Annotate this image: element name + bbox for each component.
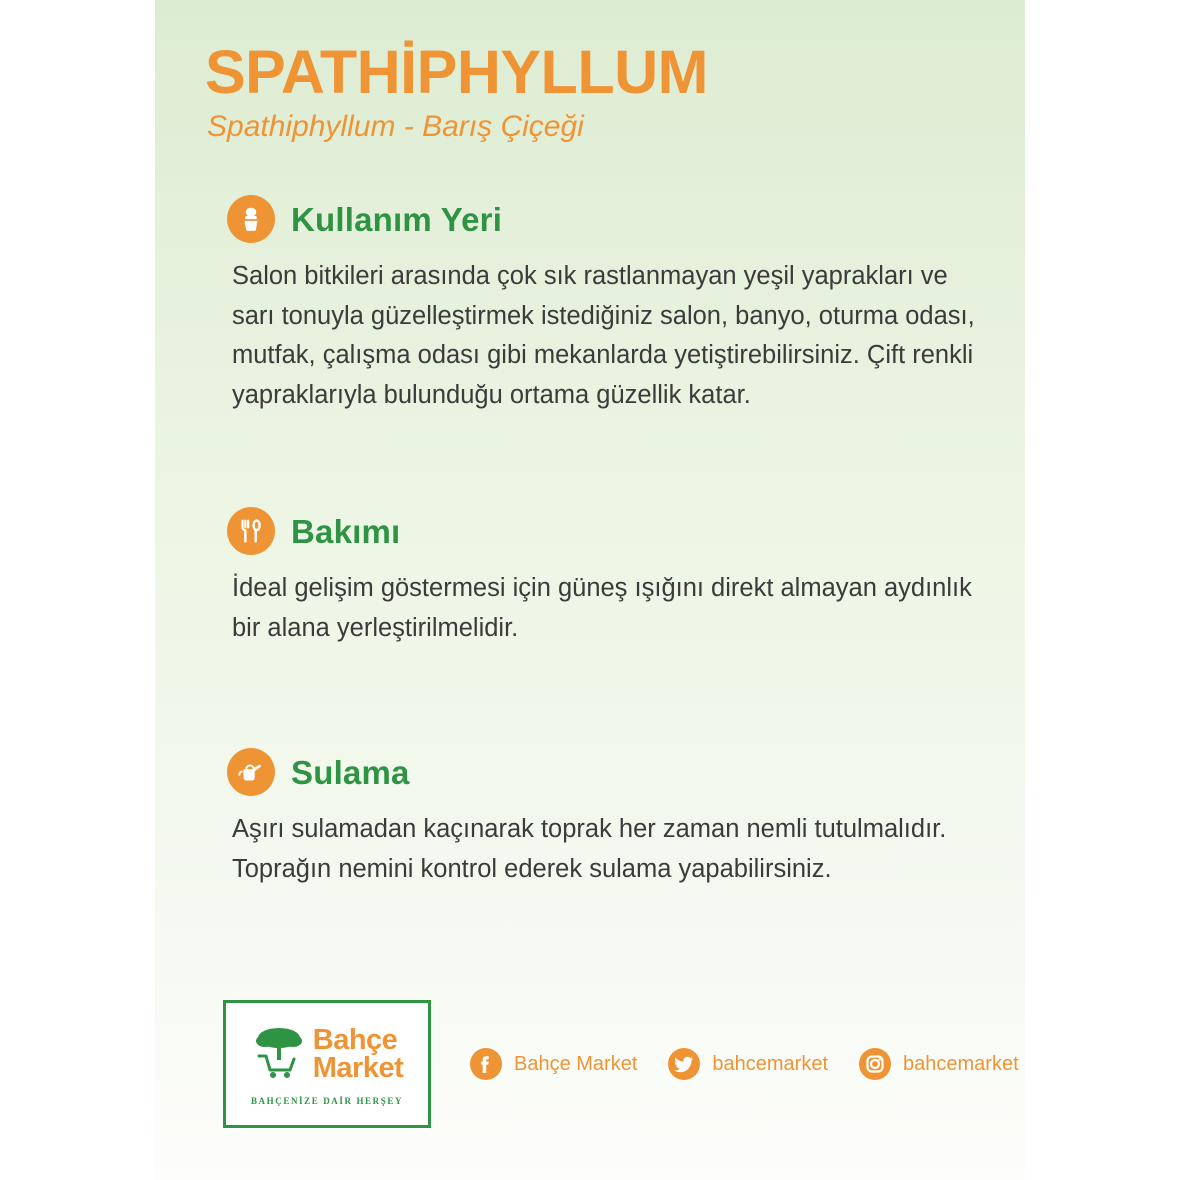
section-spacer [227, 648, 985, 748]
poster-footer [155, 1000, 1025, 1128]
plant-info-poster [155, 0, 1025, 1180]
section-header [227, 195, 985, 243]
social-link-facebook[interactable] [469, 1047, 637, 1081]
social-handle[interactable]: bahcemarket [903, 1052, 1019, 1075]
logo-wordmark [312, 1023, 404, 1084]
section-body: Aşırı sulamadan kaçınarak toprak her zaman nemli tutulmalıdır. Toprağın nemini kontrol ederek sulama yapabilirsiniz. [232, 815, 947, 883]
potted-plant-icon [227, 195, 275, 243]
social-links [469, 1047, 1019, 1081]
section-title: Bakımı [291, 512, 401, 550]
logo-word-market: Market [312, 1051, 404, 1084]
logo-tagline: BAHÇENİZE DAİR HERŞEY [250, 1096, 404, 1106]
section-header [227, 507, 985, 555]
sections-container [155, 195, 1025, 889]
section-sulama [227, 748, 985, 889]
section-body: İdeal gelişim göstermesi için güneş ışığını direkt almayan aydınlık bir alana yerleştirilmelidir. [232, 574, 972, 642]
social-link-twitter[interactable] [667, 1047, 828, 1081]
facebook-icon[interactable] [469, 1047, 503, 1081]
instagram-icon[interactable] [858, 1047, 892, 1081]
social-handle[interactable]: bahcemarket [712, 1052, 829, 1075]
page-subtitle: Spathiphyllum - Barış Çiçeği [207, 110, 584, 144]
watering-can-icon [227, 748, 275, 796]
section-body: Salon bitkileri arasında çok sık rastlanmayan yeşil yaprakları ve sarı tonuyla güzelleştirmek istediğiniz salon, banyo, oturma odası, mutfak, çalışma odası gibi mekanlarda yetiştirebilirsiniz. Çift renkli yapraklarıyla bulunduğu ortama güzellik katar. [232, 262, 975, 409]
section-header [227, 748, 985, 796]
logo-word-bahce: Bahçe [312, 1023, 398, 1056]
section-title: Sulama [291, 753, 410, 791]
poster-header [155, 0, 1025, 143]
page-title: SPATHİPHYLLUM [205, 38, 708, 106]
section-spacer [227, 415, 985, 507]
section-title: Kullanım Yeri [291, 200, 503, 238]
section-kullanim-yeri [227, 195, 985, 415]
fork-and-spoon-icon [227, 507, 275, 555]
brand-logo [223, 1000, 431, 1128]
logo-row [251, 1022, 404, 1087]
social-link-instagram[interactable] [858, 1047, 1019, 1081]
section-bakimi [227, 507, 985, 648]
tree-and-cart-icon [251, 1022, 307, 1087]
twitter-icon[interactable] [667, 1047, 701, 1081]
social-handle[interactable]: Bahçe Market [514, 1052, 638, 1075]
